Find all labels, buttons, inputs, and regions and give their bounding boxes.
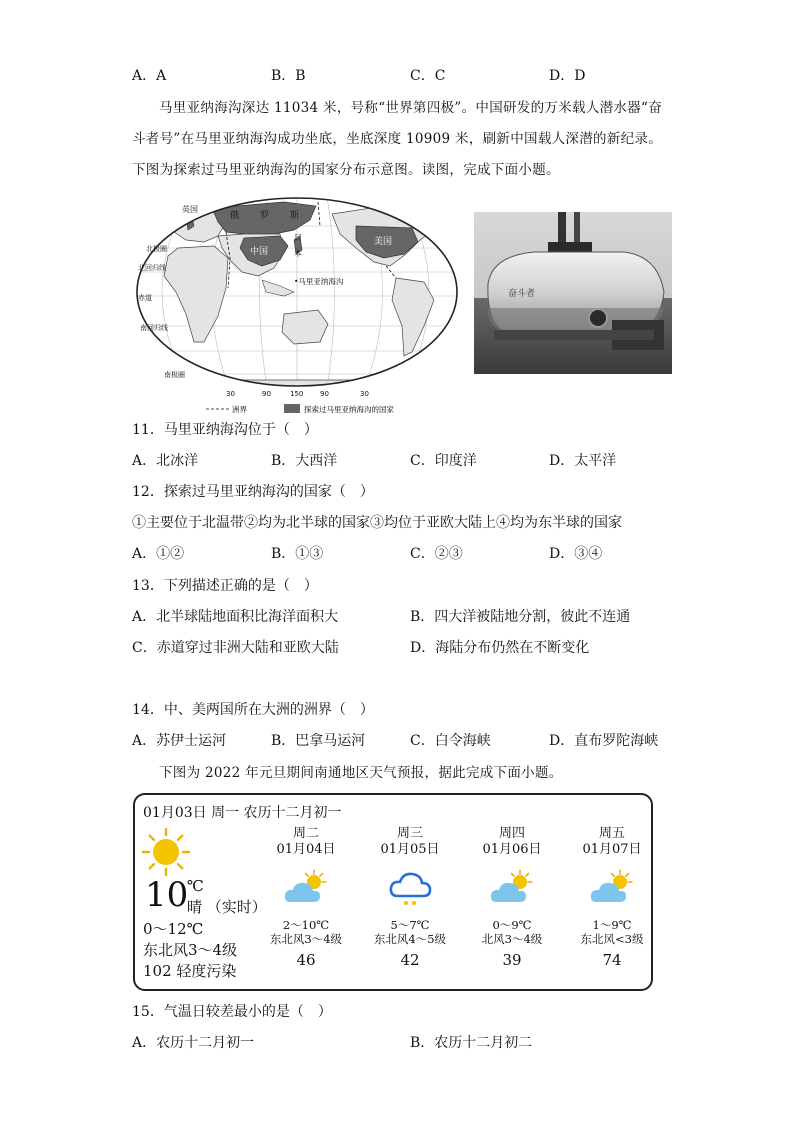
q11-option-b: B．大西洋 — [271, 453, 338, 469]
intro-line-1: 马里亚纳海沟深达 11034 米，号称“世界第四极”。中国研发的万米载人潜水器“奋 — [159, 100, 663, 116]
map-label-russia-1: 俄 — [230, 211, 240, 221]
map-tick-2: 90 — [262, 390, 271, 398]
intro-line-3: 下图为探索过马里亚纳海沟的国家分布示意图。读图，完成下面小题。 — [132, 162, 560, 178]
partly-cloudy-icon — [588, 868, 636, 908]
forecast-wind: 北风3～4级 — [481, 932, 543, 946]
forecast-date: 01月05日 — [380, 842, 440, 857]
weather-header: 01月03日 周一 农历十二月初一 — [143, 805, 342, 821]
map-label-arctic-circle: 北极圈 — [146, 245, 167, 253]
forecast-temp-range: 1～9℃ — [592, 918, 632, 932]
legend-countries-label: 探索过马里亚纳海沟的国家 — [304, 405, 394, 414]
q12-stem: 12．探索过马里亚纳海沟的国家（ ） — [132, 484, 374, 500]
map-legend — [206, 404, 394, 414]
forecast-day-2 — [365, 826, 455, 970]
map-label-japan-1: 日 — [294, 233, 302, 242]
map-label-russia-3: 斯 — [290, 211, 300, 221]
map-label-china: 中国 — [250, 247, 269, 257]
q13-option-b: B．四大洋被陆地分割，彼此不连通 — [410, 609, 631, 625]
map-tick-3: 150 — [290, 390, 304, 398]
today-wind: 东北风3～4级 — [143, 941, 238, 959]
forecast-day-name: 周五 — [598, 826, 625, 841]
forecast-day-4 — [567, 826, 657, 970]
submersible-label: 奋斗者 — [508, 289, 536, 299]
q10-option-c: C．C — [410, 68, 446, 84]
forecast-day-1 — [261, 826, 351, 970]
forecast-day-name: 周二 — [292, 826, 319, 841]
map-label-tropic-cancer: 北回归线 — [138, 264, 166, 272]
q14-option-a: A．苏伊士运河 — [132, 733, 227, 749]
q10-option-a: A．A — [132, 68, 167, 84]
map-label-usa: 美国 — [374, 237, 393, 247]
forecast-temp-range: 0～9℃ — [492, 918, 532, 932]
forecast-temp-range: 5～7℃ — [390, 918, 430, 932]
forecast-wind: 东北风4～5级 — [373, 932, 447, 946]
temperature-unit: ℃ — [187, 877, 204, 895]
current-temperature: 10 — [145, 875, 189, 915]
map-label-uk: 英国 — [182, 205, 198, 214]
q12-option-d: D．③④ — [549, 546, 603, 562]
q11-option-a: A．北冰洋 — [132, 453, 199, 469]
forecast-date: 01月06日 — [482, 842, 542, 857]
partly-cloudy-icon — [282, 868, 330, 908]
legend-boundary-label: 洲界 — [232, 405, 247, 414]
q11-stem: 11．马里亚纳海沟位于（ ） — [132, 422, 318, 438]
today-aqi: 102 轻度污染 — [143, 962, 237, 980]
forecast-date: 01月04日 — [276, 842, 336, 857]
q12-statement: ①主要位于北温带②均为北半球的国家③均位于亚欧大陆上④均为东半球的国家 — [132, 515, 622, 531]
world-map — [134, 196, 460, 418]
q14-option-c: C．白令海峡 — [410, 733, 491, 749]
forecast-temp-range: 2～10℃ — [282, 918, 330, 932]
today-temp-range: 0～12℃ — [143, 920, 204, 938]
q13-stem: 13．下列描述正确的是（ ） — [132, 578, 318, 594]
forecast-wind: 东北风3～4级 — [269, 932, 343, 946]
q12-option-a: A．①② — [132, 546, 185, 562]
q15-option-a: A．农历十二月初一 — [132, 1035, 255, 1051]
forecast-wind: 东北风<3级 — [580, 932, 644, 946]
q12-option-c: C．②③ — [410, 546, 463, 562]
forecast-day-name: 周四 — [498, 826, 525, 841]
q10-option-d: D．D — [549, 68, 586, 84]
forecast-aqi: 42 — [400, 951, 420, 969]
forecast-date: 01月07日 — [582, 842, 642, 857]
map-label-equator: 赤道 — [138, 294, 152, 302]
q13-option-c: C．赤道穿过非洲大陆和亚欧大陆 — [132, 640, 339, 656]
forecast-aqi: 46 — [296, 951, 316, 969]
map-tick-4: 90 — [320, 390, 329, 398]
weather-card — [133, 793, 653, 991]
q14-option-b: B．巴拿马运河 — [271, 733, 366, 749]
map-label-trench: •马里亚纳海沟 — [294, 277, 344, 286]
forecast-aqi: 39 — [502, 951, 522, 969]
map-label-antarctic-circle: 南极圈 — [164, 371, 185, 379]
q11-option-d: D．太平洋 — [549, 453, 617, 469]
q14-stem: 14．中、美两国所在大洲的洲界（ ） — [132, 702, 374, 718]
q12-option-b: B．①③ — [271, 546, 324, 562]
q14-option-d: D．直布罗陀海峡 — [549, 733, 659, 749]
q10-option-b: B．B — [271, 68, 306, 84]
map-label-tropic-capricorn: 南回归线 — [140, 324, 168, 332]
q15-option-b: B．农历十二月初二 — [410, 1035, 533, 1051]
intro-line-2: 斗者号”在马里亚纳海沟成功坐底，坐底深度 10909 米，刷新中国载人深潜的新纪录。 — [132, 131, 663, 147]
map-label-russia-2: 罗 — [260, 211, 270, 221]
q13-option-a: A．北半球陆地面积比海洋面积大 — [132, 609, 339, 625]
map-tick-5: 30 — [360, 390, 369, 398]
rain-icon — [386, 868, 434, 908]
map-tick-1: 30 — [226, 390, 235, 398]
forecast-day-3 — [467, 826, 557, 970]
q11-option-c: C．印度洋 — [410, 453, 477, 469]
partly-cloudy-icon — [488, 868, 536, 908]
map-label-japan-2: 本 — [294, 249, 302, 258]
sun-icon — [141, 827, 191, 877]
intro-weather: 下图为 2022 年元旦期间南通地区天气预报，据此完成下面小题。 — [159, 765, 563, 781]
forecast-aqi: 74 — [602, 951, 622, 969]
forecast-day-name: 周三 — [396, 826, 423, 841]
submersible-photo — [474, 212, 672, 374]
q15-stem: 15．气温日较差最小的是（ ） — [132, 1004, 332, 1020]
current-condition: 晴 （实时） — [187, 898, 267, 916]
q13-option-d: D．海陆分布仍然在不断变化 — [410, 640, 590, 656]
